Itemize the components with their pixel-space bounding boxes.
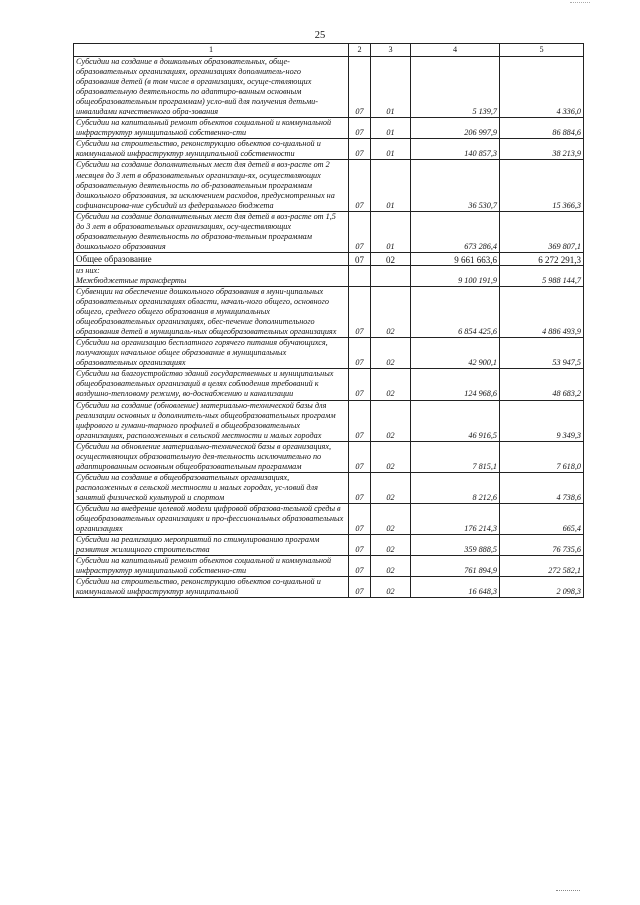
- row-value-col4: 46 916,5: [411, 400, 500, 441]
- row-section-code: 07: [349, 211, 371, 252]
- row-subsection-code: [371, 265, 411, 286]
- row-value-col5: 665,4: [500, 503, 584, 534]
- scan-mark-top: [570, 2, 590, 4]
- row-value-col4: 124 968,6: [411, 369, 500, 400]
- row-subsection-code: 02: [371, 286, 411, 337]
- table-row: [74, 286, 584, 337]
- row-name: Общее образование: [74, 252, 349, 265]
- row-section-code: 07: [349, 160, 371, 211]
- row-section-code: 07: [349, 400, 371, 441]
- table-row: [74, 252, 584, 265]
- row-name: Субсидии на создание дополнительных мест для детей в воз-расте от 2 месяцев до 3 лет в образовательных организаци-ях, осуществляющих образовательную деятельность по об-разовательным программам дошкольного образования, за исключением расходов, предусмотренных на софинансирова-ние субсидий из федерального бюджета: [74, 160, 349, 211]
- row-value-col4: 176 214,3: [411, 503, 500, 534]
- row-name: Субсидии на создание дополнительных мест для детей в воз-расте от 1,5 до 3 лет в образовательных организациях, осу-ществляющих образовательную деятельность по образова-тельным программам дошкольного образования: [74, 211, 349, 252]
- row-subsection-code: 02: [371, 441, 411, 472]
- row-section-code: 07: [349, 369, 371, 400]
- table-row: [74, 472, 584, 503]
- table-row: [74, 118, 584, 139]
- row-subsection-code: 02: [371, 252, 411, 265]
- row-value-col4: 140 857,3: [411, 139, 500, 160]
- table-row: [74, 139, 584, 160]
- row-subsection-code: 02: [371, 369, 411, 400]
- table-row: [74, 369, 584, 400]
- row-subsection-code: 02: [371, 535, 411, 556]
- table-row: [74, 577, 584, 598]
- column-header: 2: [349, 44, 371, 57]
- table-body: [74, 57, 584, 598]
- table-row: [74, 338, 584, 369]
- row-subsection-code: 02: [371, 556, 411, 577]
- row-subsection-code: 02: [371, 577, 411, 598]
- row-name: Субсидии на реализацию мероприятий по стимулированию программ развития жилищного строительства: [74, 535, 349, 556]
- row-subsection-code: 02: [371, 338, 411, 369]
- row-value-col5: 86 884,6: [500, 118, 584, 139]
- row-value-col5: 369 807,1: [500, 211, 584, 252]
- row-value-col4: 36 530,7: [411, 160, 500, 211]
- column-header: 4: [411, 44, 500, 57]
- row-name: Субсидии на обновление материально-технической базы в организациях, осуществляющих образовательную дея-тельность исключительно по адаптированным основным общеобразовательным программам: [74, 441, 349, 472]
- row-value-col5: 9 349,3: [500, 400, 584, 441]
- row-subsection-code: 01: [371, 160, 411, 211]
- row-section-code: 07: [349, 118, 371, 139]
- row-value-col5: 76 735,6: [500, 535, 584, 556]
- row-section-code: 07: [349, 577, 371, 598]
- row-name: Субсидии на строительство, реконструкцию объектов со-циальной и коммунальной инфраструктур муниципальной: [74, 577, 349, 598]
- row-name: Субсидии на строительство, реконструкцию объектов со-циальной и коммунальной инфраструктур муниципальной собственности: [74, 139, 349, 160]
- row-value-col4: 359 888,5: [411, 535, 500, 556]
- row-value-col4: 9 661 663,6: [411, 252, 500, 265]
- row-section-code: 07: [349, 252, 371, 265]
- row-value-col5: 38 213,9: [500, 139, 584, 160]
- page-number: 25: [314, 30, 326, 41]
- row-subsection-code: 01: [371, 139, 411, 160]
- table-row: [74, 400, 584, 441]
- row-section-code: 07: [349, 57, 371, 118]
- row-value-col5: 15 366,3: [500, 160, 584, 211]
- table-row: [74, 503, 584, 534]
- row-value-col4: 206 997,9: [411, 118, 500, 139]
- table-row: [74, 441, 584, 472]
- budget-table: [73, 43, 584, 598]
- row-value-col4: 8 212,6: [411, 472, 500, 503]
- row-subsection-code: 02: [371, 472, 411, 503]
- table-row: [74, 211, 584, 252]
- row-section-code: 07: [349, 503, 371, 534]
- row-subsection-code: 01: [371, 118, 411, 139]
- row-value-col5: 53 947,5: [500, 338, 584, 369]
- row-value-col5: 7 618,0: [500, 441, 584, 472]
- row-name: Субсидии на внедрение целевой модели цифровой образова-тельной среды в общеобразовательных организациях и про-фессиональных образовательных организациях: [74, 503, 349, 534]
- table-row: [74, 265, 584, 286]
- row-value-col5: 2 098,3: [500, 577, 584, 598]
- row-value-col4: 7 815,1: [411, 441, 500, 472]
- scan-mark-bottom: [556, 890, 580, 893]
- row-section-code: [349, 265, 371, 286]
- row-section-code: 07: [349, 286, 371, 337]
- row-value-col5: 4 336,0: [500, 57, 584, 118]
- table-row: [74, 556, 584, 577]
- row-section-code: 07: [349, 139, 371, 160]
- row-value-col4: 761 894,9: [411, 556, 500, 577]
- row-value-col4: 42 900,1: [411, 338, 500, 369]
- column-header: 1: [74, 44, 349, 57]
- row-subsection-code: 02: [371, 400, 411, 441]
- row-subsection-code: 01: [371, 57, 411, 118]
- row-value-col5: 4 886 493,9: [500, 286, 584, 337]
- row-value-col5: 272 582,1: [500, 556, 584, 577]
- row-name: Субсидии на организацию бесплатного горячего питания обучающихся, получающих начальное общее образование в муниципальных образовательных организациях: [74, 338, 349, 369]
- row-name: Субвенции на обеспечение дошкольного образования в муни-ципальных образовательных организациях области, началь-ного общего, основного общего, среднего общего образования в муниципальных общеобразовательных организациях, обес-печение дополнительного образования детей в муниципаль-ных общеобразовательных организациях: [74, 286, 349, 337]
- table-row: [74, 160, 584, 211]
- column-header: 5: [500, 44, 584, 57]
- header-row: [74, 44, 584, 57]
- row-value-col4: 16 648,3: [411, 577, 500, 598]
- row-name: Субсидии на капитальный ремонт объектов социальной и коммунальной инфраструктур муниципальной собственно-сти: [74, 556, 349, 577]
- row-name: Субсидии на создание (обновление) материально-технической базы для реализации основных и дополнитель-ных общеобразовательных программ цифрового и гумани-тарного профилей в общеобразовательных организациях, расположенных в сельской местности и малых городах: [74, 400, 349, 441]
- row-section-code: 07: [349, 441, 371, 472]
- row-section-code: 07: [349, 535, 371, 556]
- table-row: [74, 57, 584, 118]
- row-value-col4: 9 100 191,9: [411, 265, 500, 286]
- row-value-col4: 5 139,7: [411, 57, 500, 118]
- row-name: Субсидии на создание в общеобразовательных организациях, расположенных в сельской местности и малых городах, ус-ловий для занятий физической культурой и спортом: [74, 472, 349, 503]
- row-name: Субсидии на капитальный ремонт объектов социальной и коммунальной инфраструктур муниципальной собственно-сти: [74, 118, 349, 139]
- row-section-code: 07: [349, 338, 371, 369]
- row-value-col5: 5 988 144,7: [500, 265, 584, 286]
- column-header: 3: [371, 44, 411, 57]
- row-name: Субсидии на благоустройство зданий государственных и муниципальных общеобразовательных организаций в целях соблюдения требований к воздушно-тепловому режиму, во-доснабжению и канализации: [74, 369, 349, 400]
- row-value-col5: 48 683,2: [500, 369, 584, 400]
- row-name: из них: Межбюджетные трансферты: [74, 265, 349, 286]
- row-value-col4: 6 854 425,6: [411, 286, 500, 337]
- table-row: [74, 535, 584, 556]
- row-value-col4: 673 286,4: [411, 211, 500, 252]
- row-subsection-code: 01: [371, 211, 411, 252]
- row-value-col5: 6 272 291,3: [500, 252, 584, 265]
- row-value-col5: 4 738,6: [500, 472, 584, 503]
- row-section-code: 07: [349, 472, 371, 503]
- row-subsection-code: 02: [371, 503, 411, 534]
- row-section-code: 07: [349, 556, 371, 577]
- row-name: Субсидии на создание в дошкольных образовательных, обще-образовательных организациях, организациях дополнитель-ного образования детей (в том числе в организациях, осуще-ствляющих образовательную деятельность по адаптиро-ванным основным общеобразовательным программам) усло-вий для получения детьми-инвалидами качественного обра-зования: [74, 57, 349, 118]
